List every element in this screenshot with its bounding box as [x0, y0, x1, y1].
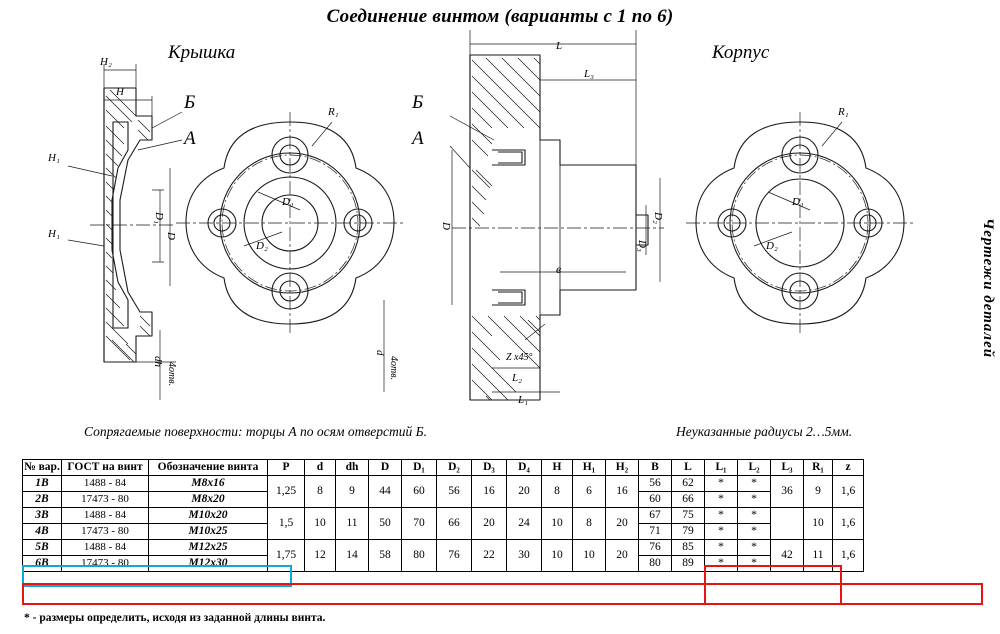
body-section-view: [384, 30, 664, 400]
th-L: L: [672, 460, 705, 476]
cell-L: 66: [672, 492, 705, 508]
label-b-body: Б: [412, 92, 424, 113]
th-D4: D₄: [507, 460, 542, 476]
cell-H: 10: [542, 508, 573, 540]
cell-D4: 20: [507, 476, 542, 508]
cell-B: 80: [639, 556, 672, 572]
cell-D4: 30: [507, 540, 542, 572]
cell-dh: 14: [336, 540, 369, 572]
th-D1: D₁: [402, 460, 437, 476]
note-radii: Неуказанные радиусы 2…5мм.: [676, 424, 853, 439]
th-L3: L₃: [771, 460, 804, 476]
cover-front-view: [176, 112, 404, 336]
cell-var: 6В: [23, 556, 62, 572]
dim-h2: H₂: [100, 56, 112, 68]
th-R1: R₁: [804, 460, 833, 476]
dim-dh-cover: dh: [152, 356, 164, 367]
cell-d: 8: [305, 476, 336, 508]
cell-L2: *: [738, 492, 771, 508]
cell-D: 50: [369, 508, 402, 540]
cell-var: 2В: [23, 492, 62, 508]
cell-L3: [771, 508, 804, 540]
th-D2: D₂: [437, 460, 472, 476]
th-oboz: Обозначение винта: [149, 460, 268, 476]
cell-L1: *: [705, 556, 738, 572]
dim-4otv-cover: 4отв.: [166, 362, 177, 387]
cell-oboz: М8х16: [149, 476, 268, 492]
cell-dh: 11: [336, 508, 369, 540]
cell-gost: 1488 - 84: [62, 540, 149, 556]
cell-H1: 6: [573, 476, 606, 508]
dim-l-body: L: [556, 40, 563, 52]
cell-D: 58: [369, 540, 402, 572]
th-z: z: [833, 460, 864, 476]
cell-D2: 56: [437, 476, 472, 508]
cell-z: 1,6: [833, 476, 864, 508]
cell-gost: 17473 - 80: [62, 492, 149, 508]
cell-z: 1,6: [833, 540, 864, 572]
page-title: Соединение винтом (варианты с 1 по 6): [326, 6, 674, 27]
cell-D3: 22: [472, 540, 507, 572]
dim-d1-circle-body: D₁: [792, 196, 804, 208]
heading-cover: Крышка: [168, 42, 236, 63]
th-gost: ГОСТ на винт: [62, 460, 149, 476]
dim-d3-body: D₃: [636, 240, 648, 252]
cell-B: 67: [639, 508, 672, 524]
heading-body: Корпус: [712, 42, 770, 63]
cell-L1: *: [705, 476, 738, 492]
cell-D3: 20: [472, 508, 507, 540]
cell-gost: 1488 - 84: [62, 508, 149, 524]
side-caption: Чертежи деталей: [980, 218, 996, 359]
cell-H1: 10: [573, 540, 606, 572]
cell-H2: 16: [606, 476, 639, 508]
cell-R1: 10: [804, 508, 833, 540]
dim-r1-body: R₁: [838, 106, 849, 118]
cell-D: 44: [369, 476, 402, 508]
cell-p: 1,75: [268, 540, 305, 572]
dim-h: H: [116, 86, 124, 98]
cell-oboz: М8х20: [149, 492, 268, 508]
cell-L3: 42: [771, 540, 804, 572]
dim-d1-cover: D₁: [153, 212, 165, 224]
cell-D1: 70: [402, 508, 437, 540]
highlight-row-6v: [22, 583, 983, 605]
cell-var: 4В: [23, 524, 62, 540]
th-H2: H₂: [606, 460, 639, 476]
cell-H: 10: [542, 540, 573, 572]
cell-oboz: М10х20: [149, 508, 268, 524]
cell-gost: 1488 - 84: [62, 476, 149, 492]
cell-oboz: М12х30: [149, 556, 268, 572]
cell-dh: 9: [336, 476, 369, 508]
cell-L2: *: [738, 524, 771, 540]
table-row: [23, 476, 864, 492]
dim-d2-circle-cover: D₂: [256, 240, 268, 252]
cell-L2: *: [738, 556, 771, 572]
cell-oboz: М12х25: [149, 540, 268, 556]
th-L2: L₂: [738, 460, 771, 476]
cell-p: 1,25: [268, 476, 305, 508]
label-b-cover: Б: [184, 92, 196, 113]
dim-h1-lower: H₁: [48, 228, 60, 240]
cell-B: 71: [639, 524, 672, 540]
cell-L: 62: [672, 476, 705, 492]
dim-l1-body: L₁: [518, 394, 528, 406]
cell-D1: 80: [402, 540, 437, 572]
cell-D2: 66: [437, 508, 472, 540]
th-B: B: [639, 460, 672, 476]
label-a-cover: А: [184, 128, 196, 149]
cell-L1: *: [705, 508, 738, 524]
cell-d: 10: [305, 508, 336, 540]
cell-d: 12: [305, 540, 336, 572]
cell-p: 1,5: [268, 508, 305, 540]
cell-oboz: М10х25: [149, 524, 268, 540]
dim-d-hole-body: d: [374, 350, 386, 356]
cell-H1: 8: [573, 508, 606, 540]
table-row: [23, 540, 864, 556]
cell-D4: 24: [507, 508, 542, 540]
cell-L: 79: [672, 524, 705, 540]
th-d: d: [305, 460, 336, 476]
cell-L1: *: [705, 524, 738, 540]
dim-v-body: в: [556, 262, 562, 276]
cell-L: 75: [672, 508, 705, 524]
spec-table: [22, 459, 864, 572]
footnote: * - размеры определить, исходя из заданной длины винта.: [24, 612, 326, 624]
dim-l3-body: L₃: [584, 68, 594, 80]
cell-H2: 20: [606, 508, 639, 540]
cell-R1: 11: [804, 540, 833, 572]
th-D3: D₃: [472, 460, 507, 476]
cell-var: 5В: [23, 540, 62, 556]
th-dh: dh: [336, 460, 369, 476]
cell-D2: 76: [437, 540, 472, 572]
cell-L: 89: [672, 556, 705, 572]
cell-D1: 60: [402, 476, 437, 508]
cell-H: 8: [542, 476, 573, 508]
dim-d-cover: D: [165, 232, 177, 240]
th-var: № вар.: [23, 460, 62, 476]
cell-z: 1,6: [833, 508, 864, 540]
cell-L: 85: [672, 540, 705, 556]
body-front-view: [686, 112, 914, 336]
th-p: P: [268, 460, 305, 476]
th-D: D: [369, 460, 402, 476]
cell-R1: 9: [804, 476, 833, 508]
dim-d-body: D: [440, 222, 452, 230]
cell-L1: *: [705, 492, 738, 508]
cell-L1: *: [705, 540, 738, 556]
note-mating-surfaces: Сопрягаемые поверхности: торцы А по осям отверстий Б.: [84, 424, 427, 439]
table-body: [23, 476, 864, 572]
cell-B: 56: [639, 476, 672, 492]
dim-d1-circle-cover: D₁: [282, 196, 294, 208]
cell-var: 1В: [23, 476, 62, 492]
dim-d2-body: D₂: [652, 212, 664, 224]
cell-L2: *: [738, 540, 771, 556]
cell-H2: 20: [606, 540, 639, 572]
cell-L2: *: [738, 508, 771, 524]
dim-d2-circle-body: D₂: [766, 240, 778, 252]
label-a-body: А: [412, 128, 424, 149]
cell-L2: *: [738, 476, 771, 492]
dim-4otv-body: 4отв.: [388, 356, 399, 381]
th-H1: H₁: [573, 460, 606, 476]
th-L1: L₁: [705, 460, 738, 476]
th-H: H: [542, 460, 573, 476]
dim-r1-cover: R₁: [328, 106, 339, 118]
cell-gost: 17473 - 80: [62, 524, 149, 540]
dim-chamfer-body: Z x45°: [506, 352, 533, 363]
dim-l2-body: L₂: [512, 372, 522, 384]
cell-B: 60: [639, 492, 672, 508]
cell-gost: 17473 - 80: [62, 556, 149, 572]
cell-D3: 16: [472, 476, 507, 508]
dim-h1-upper: H₁: [48, 152, 60, 164]
cell-var: 3В: [23, 508, 62, 524]
table-row: [23, 508, 864, 524]
cell-L3: 36: [771, 476, 804, 508]
cell-B: 76: [639, 540, 672, 556]
